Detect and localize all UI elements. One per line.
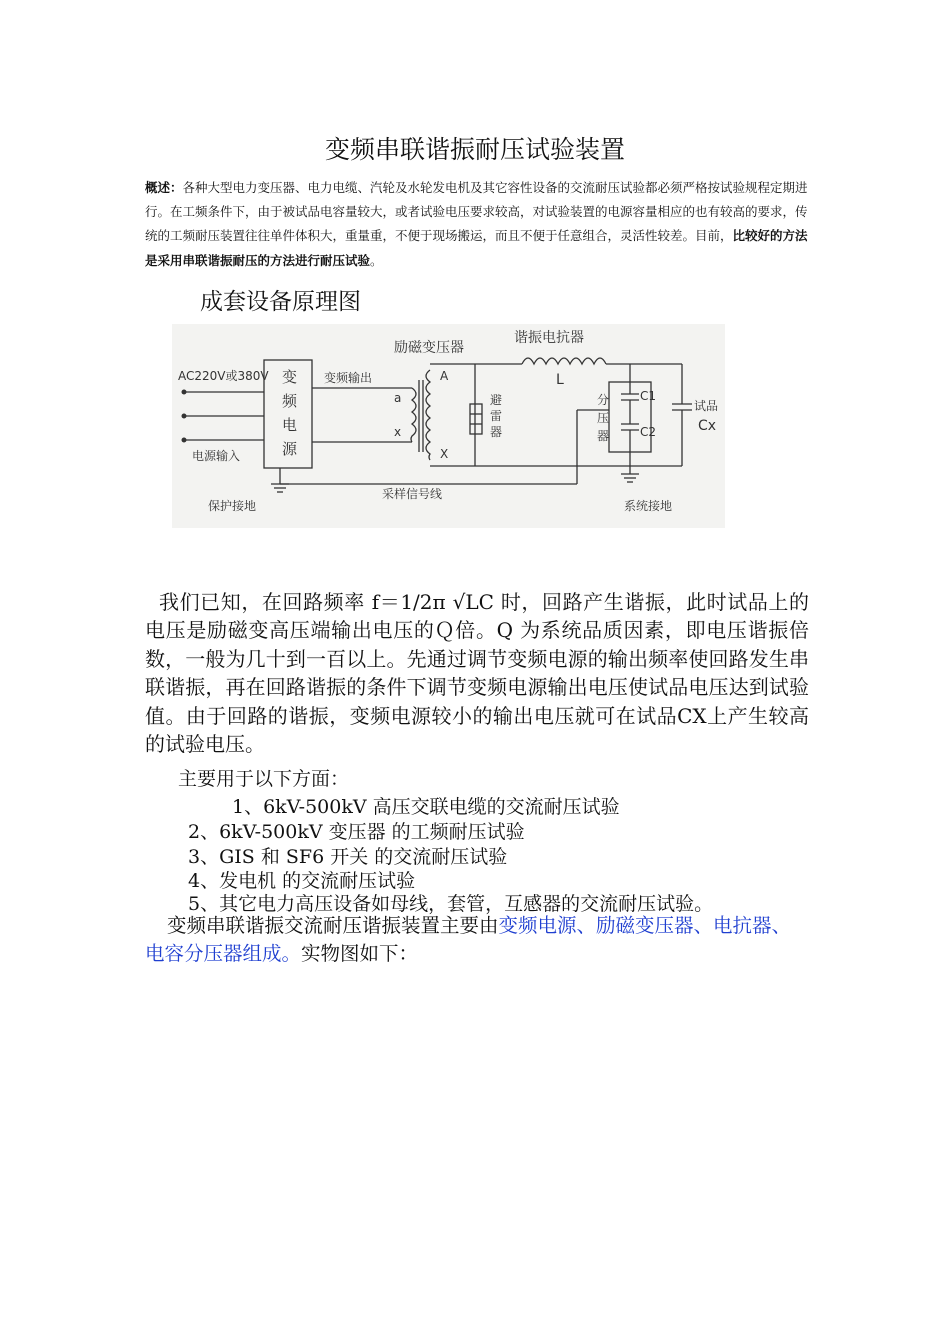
principle-paragraph: [145, 588, 809, 758]
vfd-output-label: 变频输出: [324, 371, 373, 385]
closing-components: 变频电源、励磁变压器、电抗器、电容分压器组成。: [145, 914, 792, 965]
power-input-label: 电源输入: [192, 449, 241, 463]
vfd-char-2: 频: [282, 392, 298, 410]
overview-end: 。: [370, 252, 383, 268]
overview-text: 各种大型电力变压器、电力电缆、汽轮及水轮发电机及其它容性设备的交流耐压试验都必须严格按试验规程定期进行。在工频条件下，由于被试品电容量较大，或者试验电压要求较高，对试验装置的电源容量相应的也有较高的要求，传统的工频耐压装置往往单件体积大，重量重，不便于现场搬运，而且不便于任意组合，灵活性较差。目前，: [145, 180, 808, 244]
terminal-x: x: [394, 425, 402, 439]
section-heading: 成套设备原理图: [200, 289, 361, 315]
terminal-X: X: [440, 447, 449, 461]
input-label: AC220V或380V: [178, 369, 269, 383]
divider-char-1: 分: [597, 393, 610, 407]
use-item-4: 4、发电机 的交流耐压试验: [188, 870, 416, 892]
terminal-A: A: [440, 369, 449, 383]
terminal-a: a: [394, 391, 402, 405]
protect-ground-label: 保护接地: [208, 499, 257, 513]
use-item-3: 3、GIS 和 SF6 开关 的交流耐压试验: [188, 846, 508, 868]
test-item-label: 试品: [694, 399, 719, 413]
vfd-char-3: 电: [282, 416, 298, 434]
reactor-label: 谐振电抗器: [514, 330, 584, 346]
document-title: 变频串联谐振耐压试验装置: [324, 135, 625, 164]
closing-suffix: 实物图如下：: [301, 942, 419, 965]
closing-paragraph: [145, 912, 810, 968]
arrester-char-2: 雷: [490, 409, 503, 423]
schematic-diagram: [172, 324, 725, 528]
exciter-label: 励磁变压器: [394, 340, 464, 356]
system-ground-label: 系统接地: [624, 499, 673, 513]
signal-line-label: 采样信号线: [382, 487, 443, 501]
reactor-symbol: L: [556, 372, 564, 388]
cx-label: Cx: [698, 418, 717, 434]
closing-prefix: 变频串联谐振交流耐压谐振装置主要由: [167, 914, 499, 937]
use-item-1: 1、6kV-500kV 高压交联电缆的交流耐压试验: [232, 796, 620, 818]
overview-bold-text: 比较好的方法是采用串联谐振耐压的方法进行耐压试验: [145, 228, 808, 268]
overview-paragraph: [145, 176, 810, 273]
use-item-5: 5、其它电力高压设备如母线，套管，互感器的交流耐压试验。: [188, 893, 714, 915]
arrester-char-3: 器: [490, 425, 503, 439]
divider-char-3: 器: [597, 429, 610, 443]
use-item-2: 2、6kV-500kV 变压器 的工频耐压试验: [188, 821, 525, 843]
principle-text: 我们已知，在回路频率 f＝1/2π √LC 时，回路产生谐振，此时试品上的电压是励磁变高压端输出电压的Ｑ倍。Q 为系统品质因素，即电压谐振倍数，一般为几十到一百以上。先通过调节变频电源的输出频率使回路发生串联谐振，再在回路谐振的条件下调节变频电源输出电压使试品电压达到试验值。由于回路的谐振，变频电源较小的输出电压就可在试品CX上产生较高的试验电压。: [145, 590, 809, 757]
c1-label: C1: [640, 389, 657, 403]
c2-label: C2: [640, 425, 657, 439]
overview-label: 概述：: [145, 180, 183, 195]
uses-heading: 主要用于以下方面：: [178, 768, 350, 790]
vfd-char-1: 变: [282, 368, 298, 386]
arrester-char-1: 避: [490, 393, 503, 407]
vfd-char-4: 源: [282, 440, 298, 458]
divider-char-2: 压: [597, 411, 610, 425]
